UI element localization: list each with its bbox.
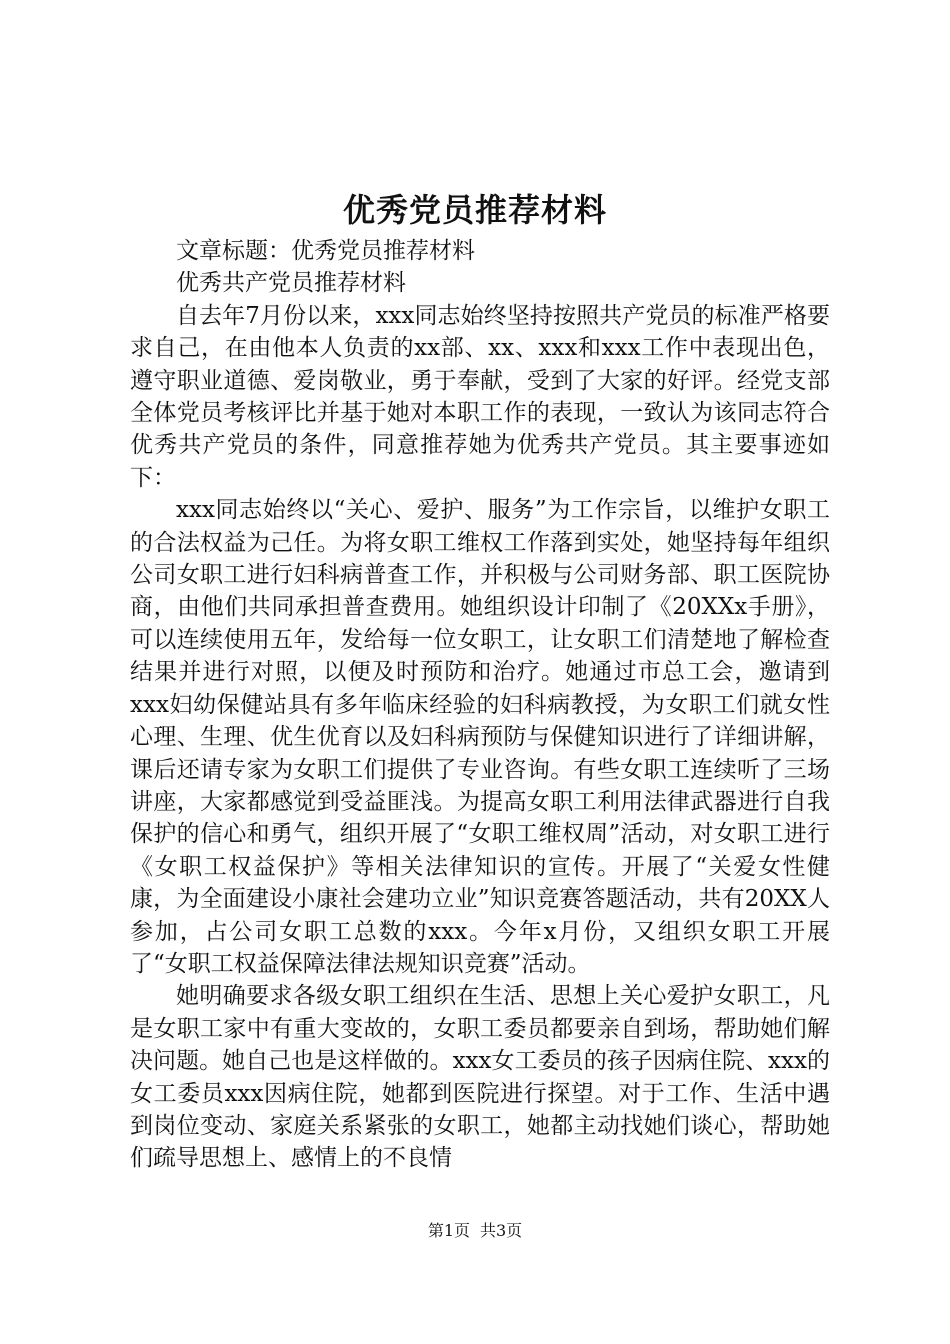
document-title: 优秀党员推荐材料 <box>342 191 607 229</box>
subtitle-line: 优秀共产党员推荐材料 <box>176 270 406 297</box>
page-footer <box>0 1218 950 1241</box>
page-number: 第1页 <box>427 1221 470 1240</box>
page-total: 共3页 <box>480 1221 523 1240</box>
paragraph-deeds: xxx同志始终以“关心、爱护、服务”为工作宗旨，以维护女职工的合法权益为己任。为将女职工维权工作落到实处，她坚持每年组织公司女职工进行妇科病普查工作，并积极与公司财务部、职工医院协商，由他们共同承担普查费用。她组织设计印制了《20XXx手册》，可以连续使用五年，发给每一位女职工，让女职工们清楚地了解检查结果并进行对照，以便及时预防和治疗。她通过市总工会，邀请到xxx妇幼保健站具有多年临床经验的妇科病教授，为女职工们就女性心理、生理、优生优育以及妇科病预防与保健知识进行了详细讲解，课后还请专家为女职工们提供了专业咨询。有些女职工连续听了三场讲座，大家都感觉到受益匪浅。为提高女职工利用法律武器进行自我保护的信心和勇气，组织开展了“女职工维权周”活动，对女职工进行《女职工权益保护》等相关法律知识的宣传。开展了“关爱女性健康，为全面建设小康社会建功立业”知识竞赛答题活动，共有20XX人参加，占公司女职工总数的xxx。今年x月份，又组织女职工开展了“女职工权益保障法律法规知识竞赛”活动。 <box>130 497 830 977</box>
paragraph-care: 她明确要求各级女职工组织在生活、思想上关心爱护女职工，凡是女职工家中有重大变故的，女职工委员都要亲自到场，帮助她们解决问题。她自己也是这样做的。xxx女工委员的孩子因病住院、xxx的女工委员xxx因病住院，她都到医院进行探望。对于工作、生活中遇到岗位变动、家庭关系紧张的女职工，她都主动找她们谈心，帮助她们疏导思想上、感情上的不良情 <box>130 983 830 1172</box>
paragraph-intro: 自去年7月份以来，xxx同志始终坚持按照共产党员的标准严格要求自己，在由他本人负责的xx部、xx、xxx和xxx工作中表现出色，遵守职业道德、爱岗敬业，勇于奉献，受到了大家的好评。经党支部全体党员考核评比并基于她对本职工作的表现，一致认为该同志符合优秀共产党员的条件，同意推荐她为优秀共产党员。其主要事迹如下： <box>130 302 830 491</box>
article-title-line: 文章标题：优秀党员推荐材料 <box>176 238 475 264</box>
document-body <box>130 235 830 1175</box>
